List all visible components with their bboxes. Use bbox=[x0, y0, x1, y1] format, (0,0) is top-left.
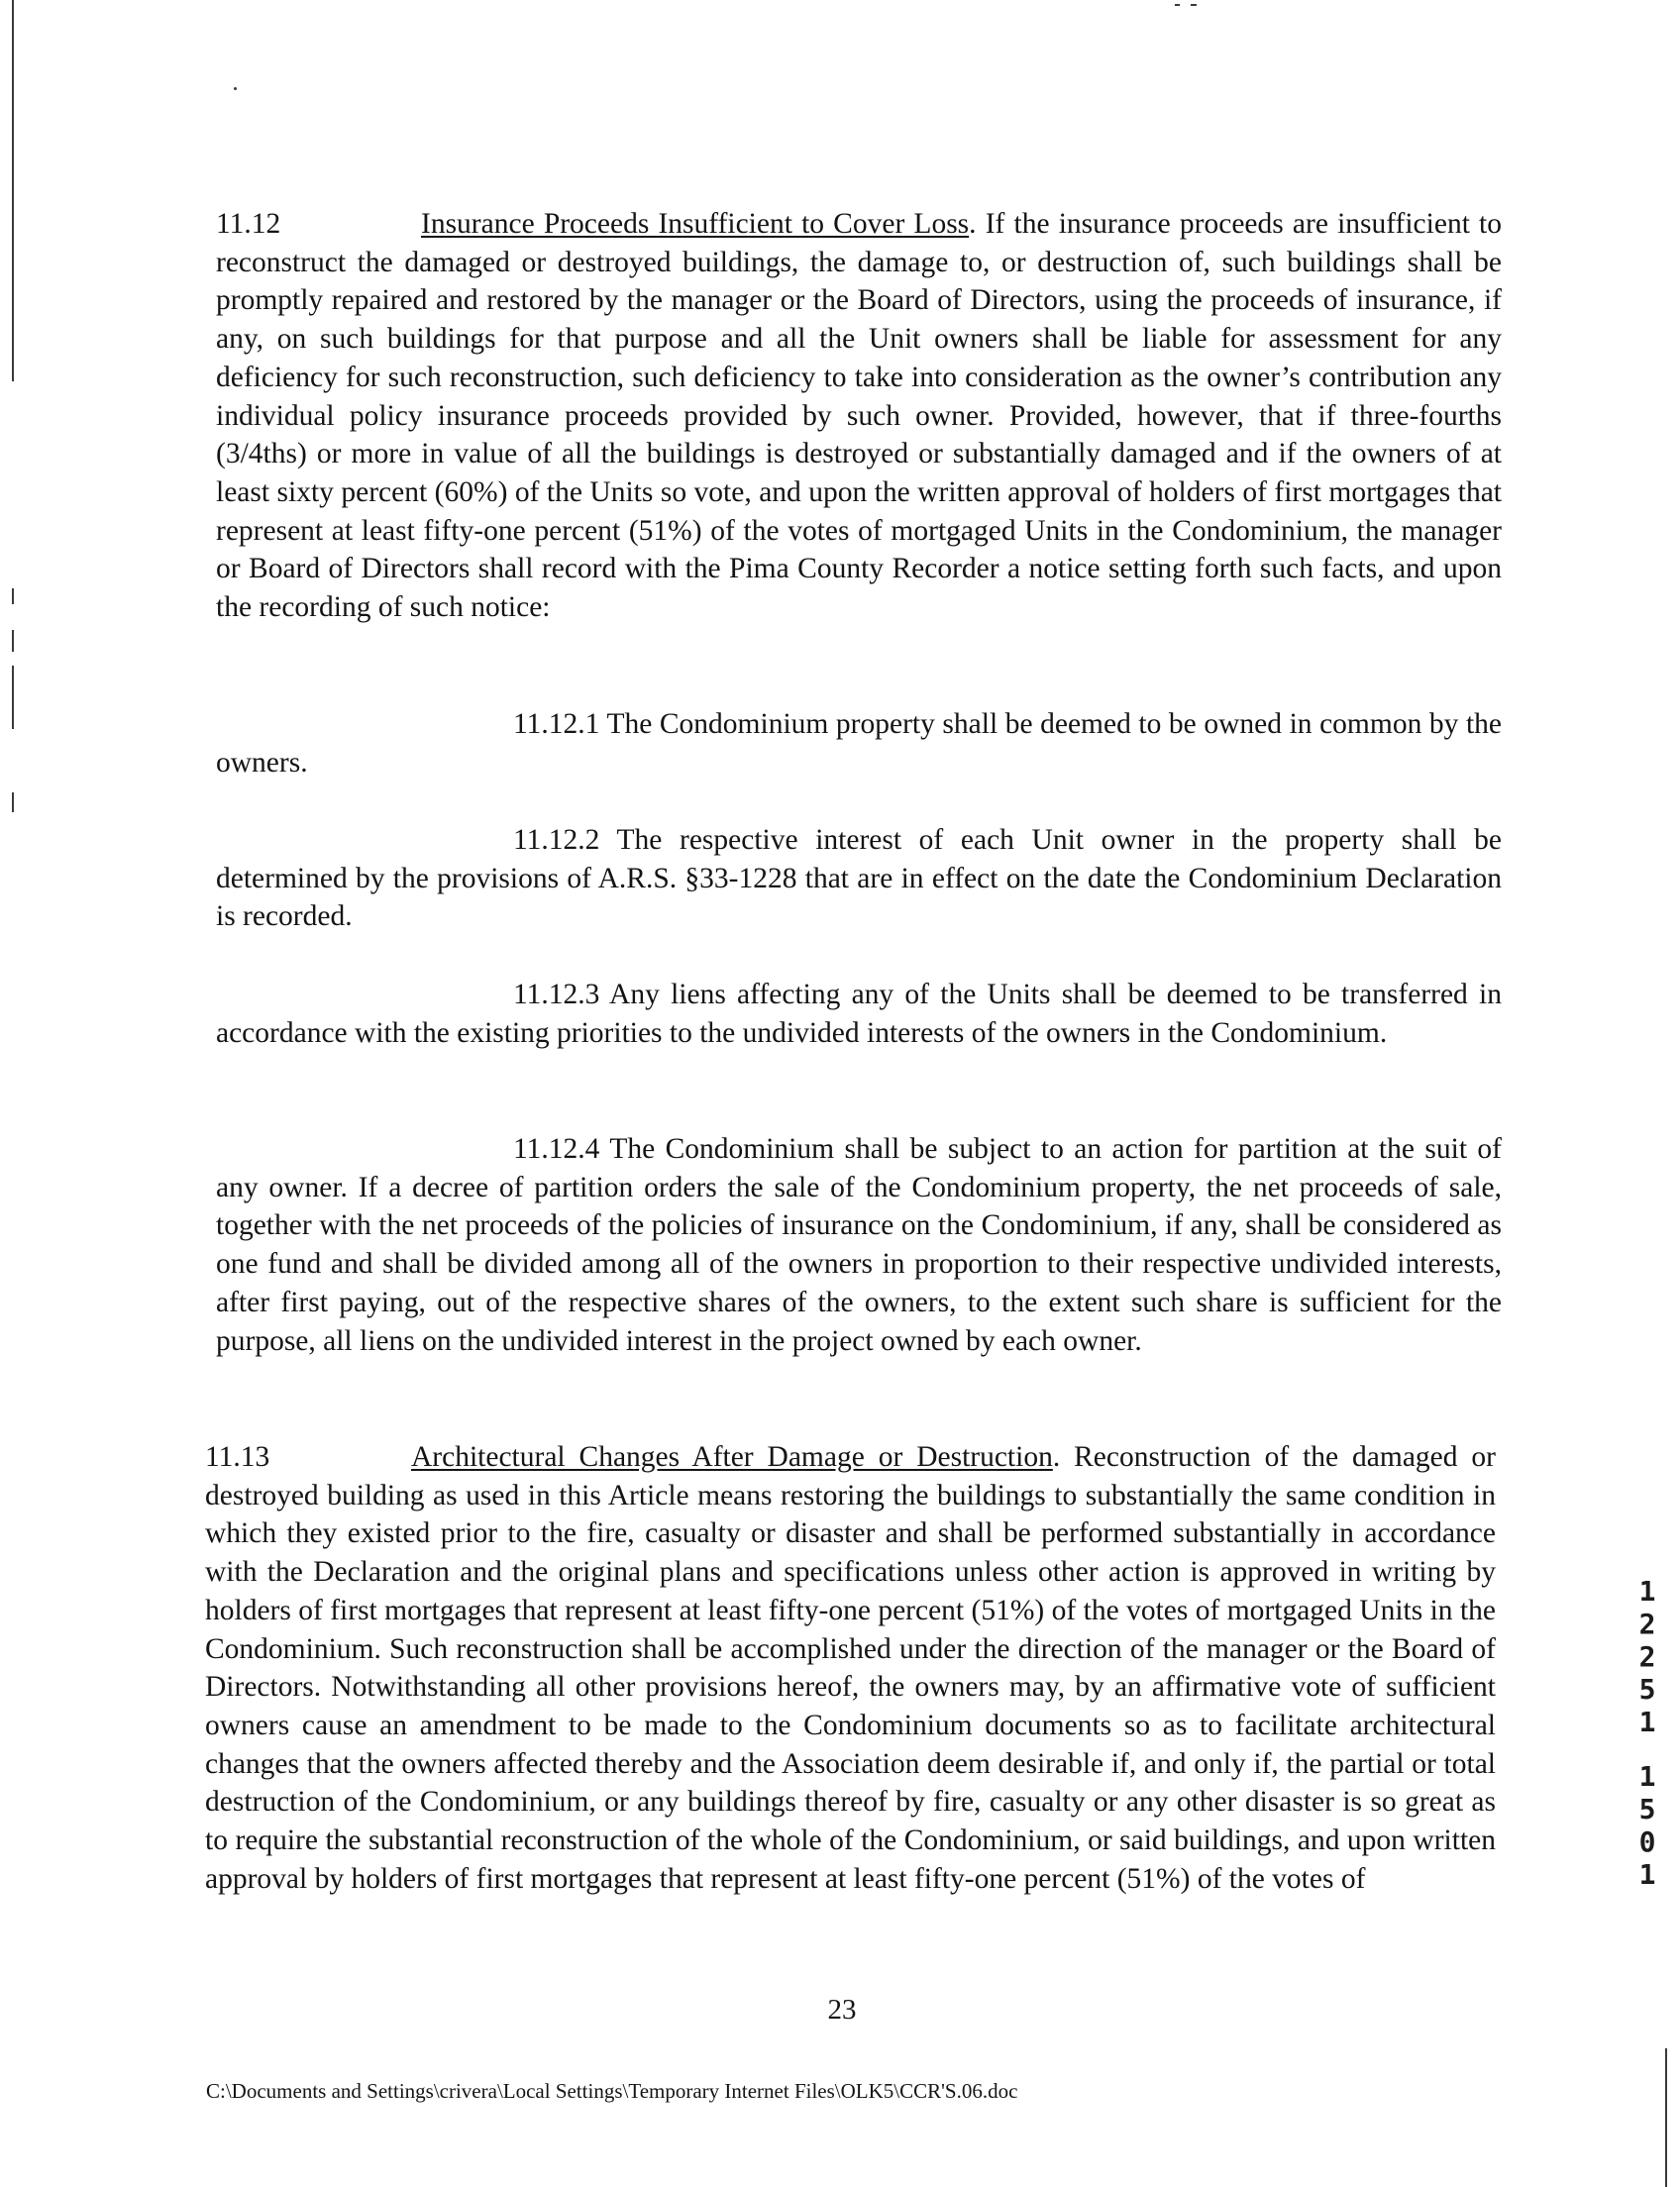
scan-speck bbox=[1175, 4, 1180, 6]
section-11-13 bbox=[205, 1438, 1496, 1898]
stamp-digit: 1 bbox=[1638, 1760, 1656, 1793]
footer-file-path: C:\Documents and Settings\crivera\Local Settings\Temporary Internet Files\OLK5\CCR'S.06.doc bbox=[206, 2079, 1018, 2103]
subsection-number: 11.12.1 bbox=[513, 708, 600, 740]
subsection-11-12-1 bbox=[216, 705, 1502, 781]
recording-stamp bbox=[1630, 1575, 1664, 1891]
stamp-digit: 5 bbox=[1638, 1673, 1656, 1706]
subsection-number: 11.12.4 bbox=[513, 1133, 600, 1165]
stamp-digit: 1 bbox=[1638, 1575, 1656, 1608]
section-number: 11.13 bbox=[205, 1441, 270, 1473]
subsection-text: Any liens affecting any of the Units shall be deemed to be transferred in accordance with the existing priorities to the undivided interests of the owners in the Condominium. bbox=[216, 979, 1502, 1049]
section-11-12 bbox=[216, 205, 1502, 627]
subsection-text: The Condominium shall be subject to an action for partition at the suit of any owner. If a decree of partition orders the sale of the Condominium property, the net proceeds of sale, together with the net proceeds of the policies of insurance on the Condominium, if any, shall be considered as one fund and shall be divided among all of the owners in proportion to their respective undivided interests, after first paying, out of the respective shares of the owners, to the extent such share is sufficient for the purpose, all liens on the undivided interest in the project owned by each owner. bbox=[216, 1133, 1503, 1357]
stamp-digit: 5 bbox=[1638, 1793, 1656, 1825]
scan-edge-line bbox=[12, 792, 14, 812]
scan-edge-line bbox=[12, 0, 14, 381]
scan-edge-line bbox=[12, 666, 14, 729]
section-body: . Reconstruction of the damaged or destroyed building as used in this Article means restoring the buildings to substantially the same condition in which they existed prior to the fire, casualty or disaster and shall be performed substantially in accordance with the Declaration and the original plans and specifications unless other action is approved in writing by holders of first mortgages that represent at least fifty-one percent (51%) of the votes of mortgaged Units in the Condominium. Such reconstruction shall be accomplished under the direction of the manager or the Board of Directors. Notwithstanding all other provisions hereof, the owners may, by an affirmative vote of sufficient owners cause an amendment to be made to the Condominium documents so as to facilitate architectural changes that the owners affected thereby and the Association deem desirable if, and only if, the partial or total destruction of the Condominium, or any buildings thereof by fire, casualty or any other disaster is so great as to require the substantial reconstruction of the whole of the Condominium, or said buildings, and upon written approval by holders of first mortgages that represent at least fifty-one percent (51%) of the votes of bbox=[205, 1441, 1496, 1895]
scan-edge-line bbox=[12, 630, 14, 652]
subsection-text: The respective interest of each Unit owner in the property shall be determined by the provisions of A.R.S. §33-1228 that are in effect on the date the Condominium Declaration is recorded. bbox=[216, 824, 1502, 933]
stamp-digit: 2 bbox=[1638, 1608, 1656, 1640]
subsection-text: The Condominium property shall be deemed to be owned in common by the owners. bbox=[216, 708, 1502, 779]
subsection-11-12-3 bbox=[216, 976, 1502, 1052]
scan-speck bbox=[234, 87, 237, 90]
subsection-11-12-4 bbox=[216, 1130, 1502, 1360]
stamp-digit: 2 bbox=[1638, 1640, 1656, 1673]
stamp-digit: 0 bbox=[1638, 1825, 1656, 1858]
stamp-digit: 1 bbox=[1638, 1858, 1656, 1891]
scan-speck bbox=[1191, 4, 1197, 6]
section-heading: Architectural Changes After Damage or Destruction bbox=[411, 1441, 1053, 1473]
subsection-number: 11.12.2 bbox=[513, 824, 600, 856]
section-heading: Insurance Proceeds Insufficient to Cover Loss bbox=[421, 208, 970, 240]
page-number: 23 bbox=[827, 1994, 857, 2026]
stamp-digit: 1 bbox=[1638, 1706, 1656, 1738]
section-number: 11.12 bbox=[216, 208, 281, 240]
subsection-11-12-2 bbox=[216, 821, 1502, 936]
subsection-number: 11.12.3 bbox=[513, 979, 600, 1010]
scan-edge-line bbox=[12, 588, 14, 604]
scan-edge-line bbox=[1665, 2048, 1667, 2187]
section-body: . If the insurance proceeds are insufficient to reconstruct the damaged or destroyed buildings, the damage to, or destruction of, such buildings shall be promptly repaired and restored by the manager or the Board of Directors, using the proceeds of insurance, if any, on such buildings for that purpose and all the Unit owners shall be liable for assessment for any deficiency for such reconstruction, such deficiency to take into consideration as the owner’s contribution any individual policy insurance proceeds provided by such owner. Provided, however, that if three-fourths (3/4ths) or more in value of all the buildings is destroyed or substantially damaged and if the owners of at least sixty percent (60%) of the Units so vote, and upon the written approval of holders of first mortgages that represent at least fifty-one percent (51%) of the votes of mortgaged Units in the Condominium, the manager or Board of Directors shall record with the Pima County Recorder a notice setting forth such facts, and upon the recording of such notice: bbox=[216, 208, 1502, 624]
